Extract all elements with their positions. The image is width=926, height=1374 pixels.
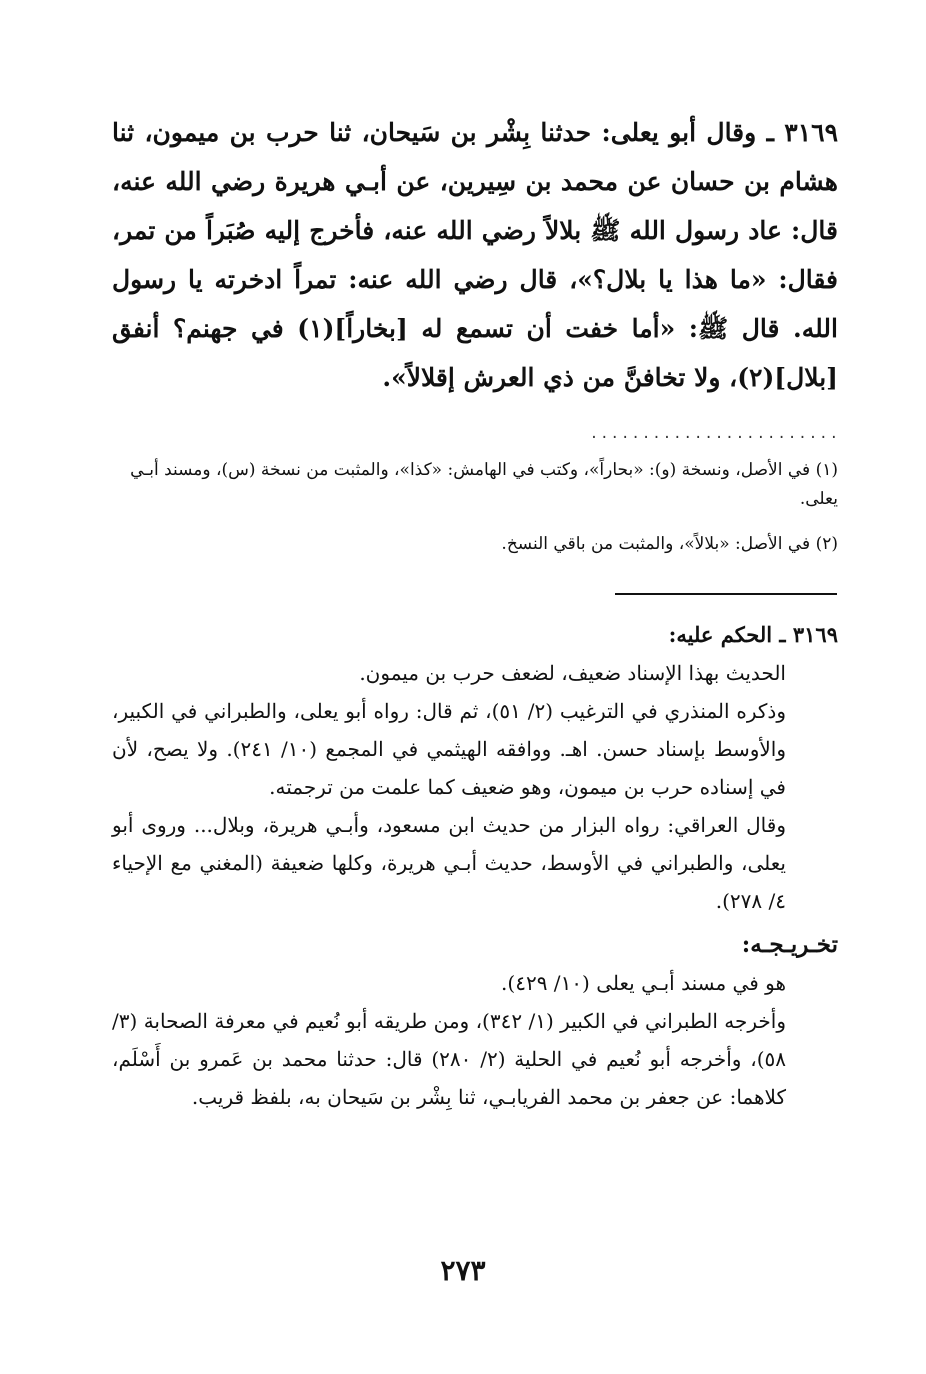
footnote-divider: ........................ bbox=[589, 426, 840, 442]
takhrij-heading: تخـريـجـه: bbox=[741, 931, 838, 958]
ruling-paragraph-3: وقال العراقي: رواه البزار من حديث ابن مسعود، وأبـي هريرة، وبلال... وروى أبو يعلى، والطبراني في الأوسط، حديث أبـي هريرة، وكلها ضعيفة (المغني مع الإحياء ٤/ ٢٧٨). bbox=[112, 813, 786, 913]
footnote-1: (١) في الأصل، ونسخة (و): «بحاراً»، وكتب في الهامش: «كذا»، والمثبت من نسخة (س)، ومسند أبـي يعلى. bbox=[130, 460, 838, 509]
ruling-paragraph-1: الحديث بهذا الإسناد ضعيف، لضعف حرب بن ميمون. bbox=[359, 661, 786, 685]
ruling-paragraph-2: وذكره المنذري في الترغيب (٢/ ٥١)، ثم قال: رواه أبو يعلى، والطبراني في الكبير، والأوسط بإسناد حسن. اهـ. ووافقه الهيثمي في المجمع (١٠/ ٢٤١). ولا يصح، لأن في إسناده حرب بن ميمون، وهو ضعيف كما علمت من ترجمته. bbox=[112, 699, 786, 799]
takhrij-paragraph-2: وأخرجه الطبراني في الكبير (١/ ٣٤٢)، ومن طريقه أبو نُعيم في معرفة الصحابة (٣/ ٥٨)، وأخرجه أبو نُعيم في الحلية (٢/ ٢٨٠) قال: حدثنا محمد بن عَمرو بن أَسْلَم، كلاهما: عن جعفر بن محمد الفريابـي، ثنا بِشْر بن سَيحان به، بلفظ قريب. bbox=[112, 1009, 786, 1109]
ruling-heading: ٣١٦٩ ـ الحكم عليه: bbox=[668, 622, 838, 647]
page-number: ٢٧٣ bbox=[440, 1254, 486, 1287]
hadith-text: ٣١٦٩ ـ وقال أبو يعلى: حدثنا بِشْر بن سَيحان، ثنا حرب بن ميمون، ثنا هشام بن حسان عن محمد بن سِيرين، عن أبـي هريرة رضي الله عنه، قال: عاد رسول الله ﷺ بلالاً رضي الله عنه، فأخرج إليه صُبَراً من تمر، فقال: «ما هذا يا بلال؟»، قال رضي الله عنه: تمراً ادخرته يا رسول الله. قال ﷺ: «أما خفت أن تسمع له [بخاراً](١) في جهنم؟ أنفق [بلال](٢)، ولا تخافنَّ من ذي العرش إقلالاً». bbox=[112, 118, 838, 392]
footnote-2: (٢) في الأصل: «بلالاً»، والمثبت من باقي النسخ. bbox=[501, 534, 838, 554]
takhrij-paragraph-1: هو في مسند أبـي يعلى (١٠/ ٤٢٩). bbox=[501, 971, 786, 995]
section-separator bbox=[615, 593, 837, 595]
commentary-section bbox=[112, 616, 838, 1116]
